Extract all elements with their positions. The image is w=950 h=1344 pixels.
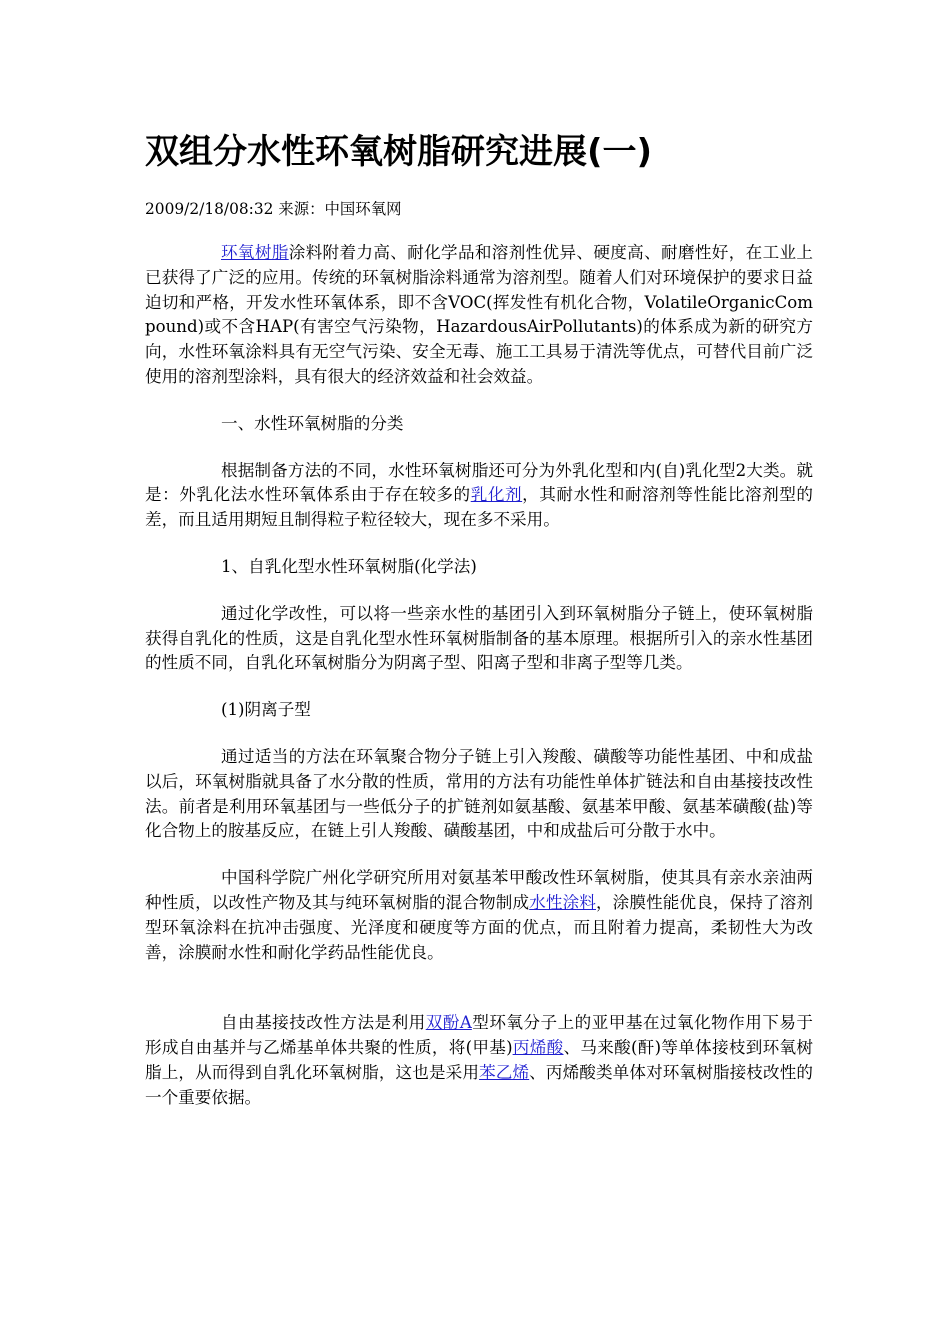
- link-waterborne-coating[interactable]: 水性涂料: [529, 892, 596, 912]
- link-styrene[interactable]: 苯乙烯: [479, 1062, 530, 1082]
- link-emulsifier[interactable]: 乳化剂: [470, 485, 523, 505]
- paragraph-text: 、马来酸(酐)等单体接枝到环氧树脂上，从而得到自乳化环氧树脂，这也是采用: [145, 1038, 813, 1082]
- paragraph-guangzhou-institute: [145, 866, 813, 965]
- paragraph-text: 自由基接技改性方法是利用: [221, 1013, 426, 1033]
- paragraph-anionic: 通过适当的方法在环氧聚合物分子链上引入羧酸、磺酸等功能性基团、中和成盐以后，环氧树脂就具备了水分散的性质，常用的方法有功能性单体扩链法和自由基接技改性法。前者是利用环氧基团与一些低分子的扩链剂如氨基酸、氨基苯甲酸、氨基苯磺酸(盐)等化合物上的胺基反应，在链上引人羧酸、磺酸基团，中和成盐后可分散于水中。: [145, 746, 813, 841]
- article-meta: 2009/2/18/08:32 来源：中国环氧网: [145, 200, 402, 218]
- paragraph-intro: [145, 241, 813, 390]
- link-epoxy-resin[interactable]: 环氧树脂: [221, 243, 289, 262]
- page-title: 双组分水性环氧树脂研究进展(一): [145, 132, 653, 172]
- section-heading-classification: 一、水性环氧树脂的分类: [221, 413, 404, 433]
- paragraph-text: ，涂膜性能优良，保持了溶剂型环氧涂料在抗冲击强度、光泽度和硬度等方面的优点，而且附着力提高，柔韧性大为改善，涂膜耐水性和耐化学药品性能优良。: [145, 892, 814, 962]
- link-acrylic-acid[interactable]: 丙烯酸: [512, 1038, 564, 1058]
- paragraph-classification: [145, 459, 813, 533]
- paragraph-text: 型环氧分子上的亚甲基在过氧化物作用下易于形成自由基并与乙烯基单体共聚的性质，将(甲基): [145, 1013, 814, 1058]
- paragraph-text: 中国科学院广州化学研究所用对氨基苯甲酸改性环氧树脂，使其具有亲水亲油两种性质，以改性产物及其与纯环氧树脂的混合物制成: [145, 868, 813, 912]
- link-bisphenol-a[interactable]: 双酚A: [425, 1013, 472, 1033]
- paragraph-radical-grafting: [145, 1011, 813, 1110]
- article: [145, 128, 813, 1111]
- paragraph-text: 根据制备方法的不同，水性环氧树脂还可分为外乳化型和内(自)乳化型2大类。就是：外乳化法水性环氧体系由于存在较多的: [145, 460, 813, 505]
- paragraph-text: 涂料附着力高、耐化学品和溶剂性优异、硬度高、耐磨性好，在工业上已获得了广泛的应用。传统的环氧树脂涂料通常为溶剂型。随着人们对环境保护的要求日益迫切和严格，开发水性环氧体系，即不含VOC(挥发性有机化合物，VolatileOrganicCompound)或不含HAP(有害空气污染物，HazardousAirPollutants)的体系成为新的研究方向，水性环氧涂料具有无空气污染、安全无毒、施工工具易于清洗等优点，可替代目前广泛使用的溶剂型涂料，具有很大的经济效益和社会效益。: [145, 243, 814, 386]
- paragraph-text: ，其耐水性和耐溶剂等性能比溶剂型的差，而且适用期短且制得粒子粒径较大，现在多不采用。: [145, 485, 814, 530]
- section-heading-self-emulsifying: 1、自乳化型水性环氧树脂(化学法): [221, 556, 477, 576]
- paragraph-self-emulsifying: 通过化学改性，可以将一些亲水性的基团引入到环氧树脂分子链上，使环氧树脂获得自乳化的性质，这是自乳化型水性环氧树脂制备的基本原理。根据所引入的亲水性基团的性质不同，自乳化环氧树脂分为阴离子型、阳离子型和非离子型等几类。: [145, 603, 813, 673]
- paragraph-text: 、丙烯酸类单体对环氧树脂接枝改性的一个重要依据。: [145, 1062, 814, 1107]
- section-heading-anionic: (1)阴离子型: [221, 700, 311, 720]
